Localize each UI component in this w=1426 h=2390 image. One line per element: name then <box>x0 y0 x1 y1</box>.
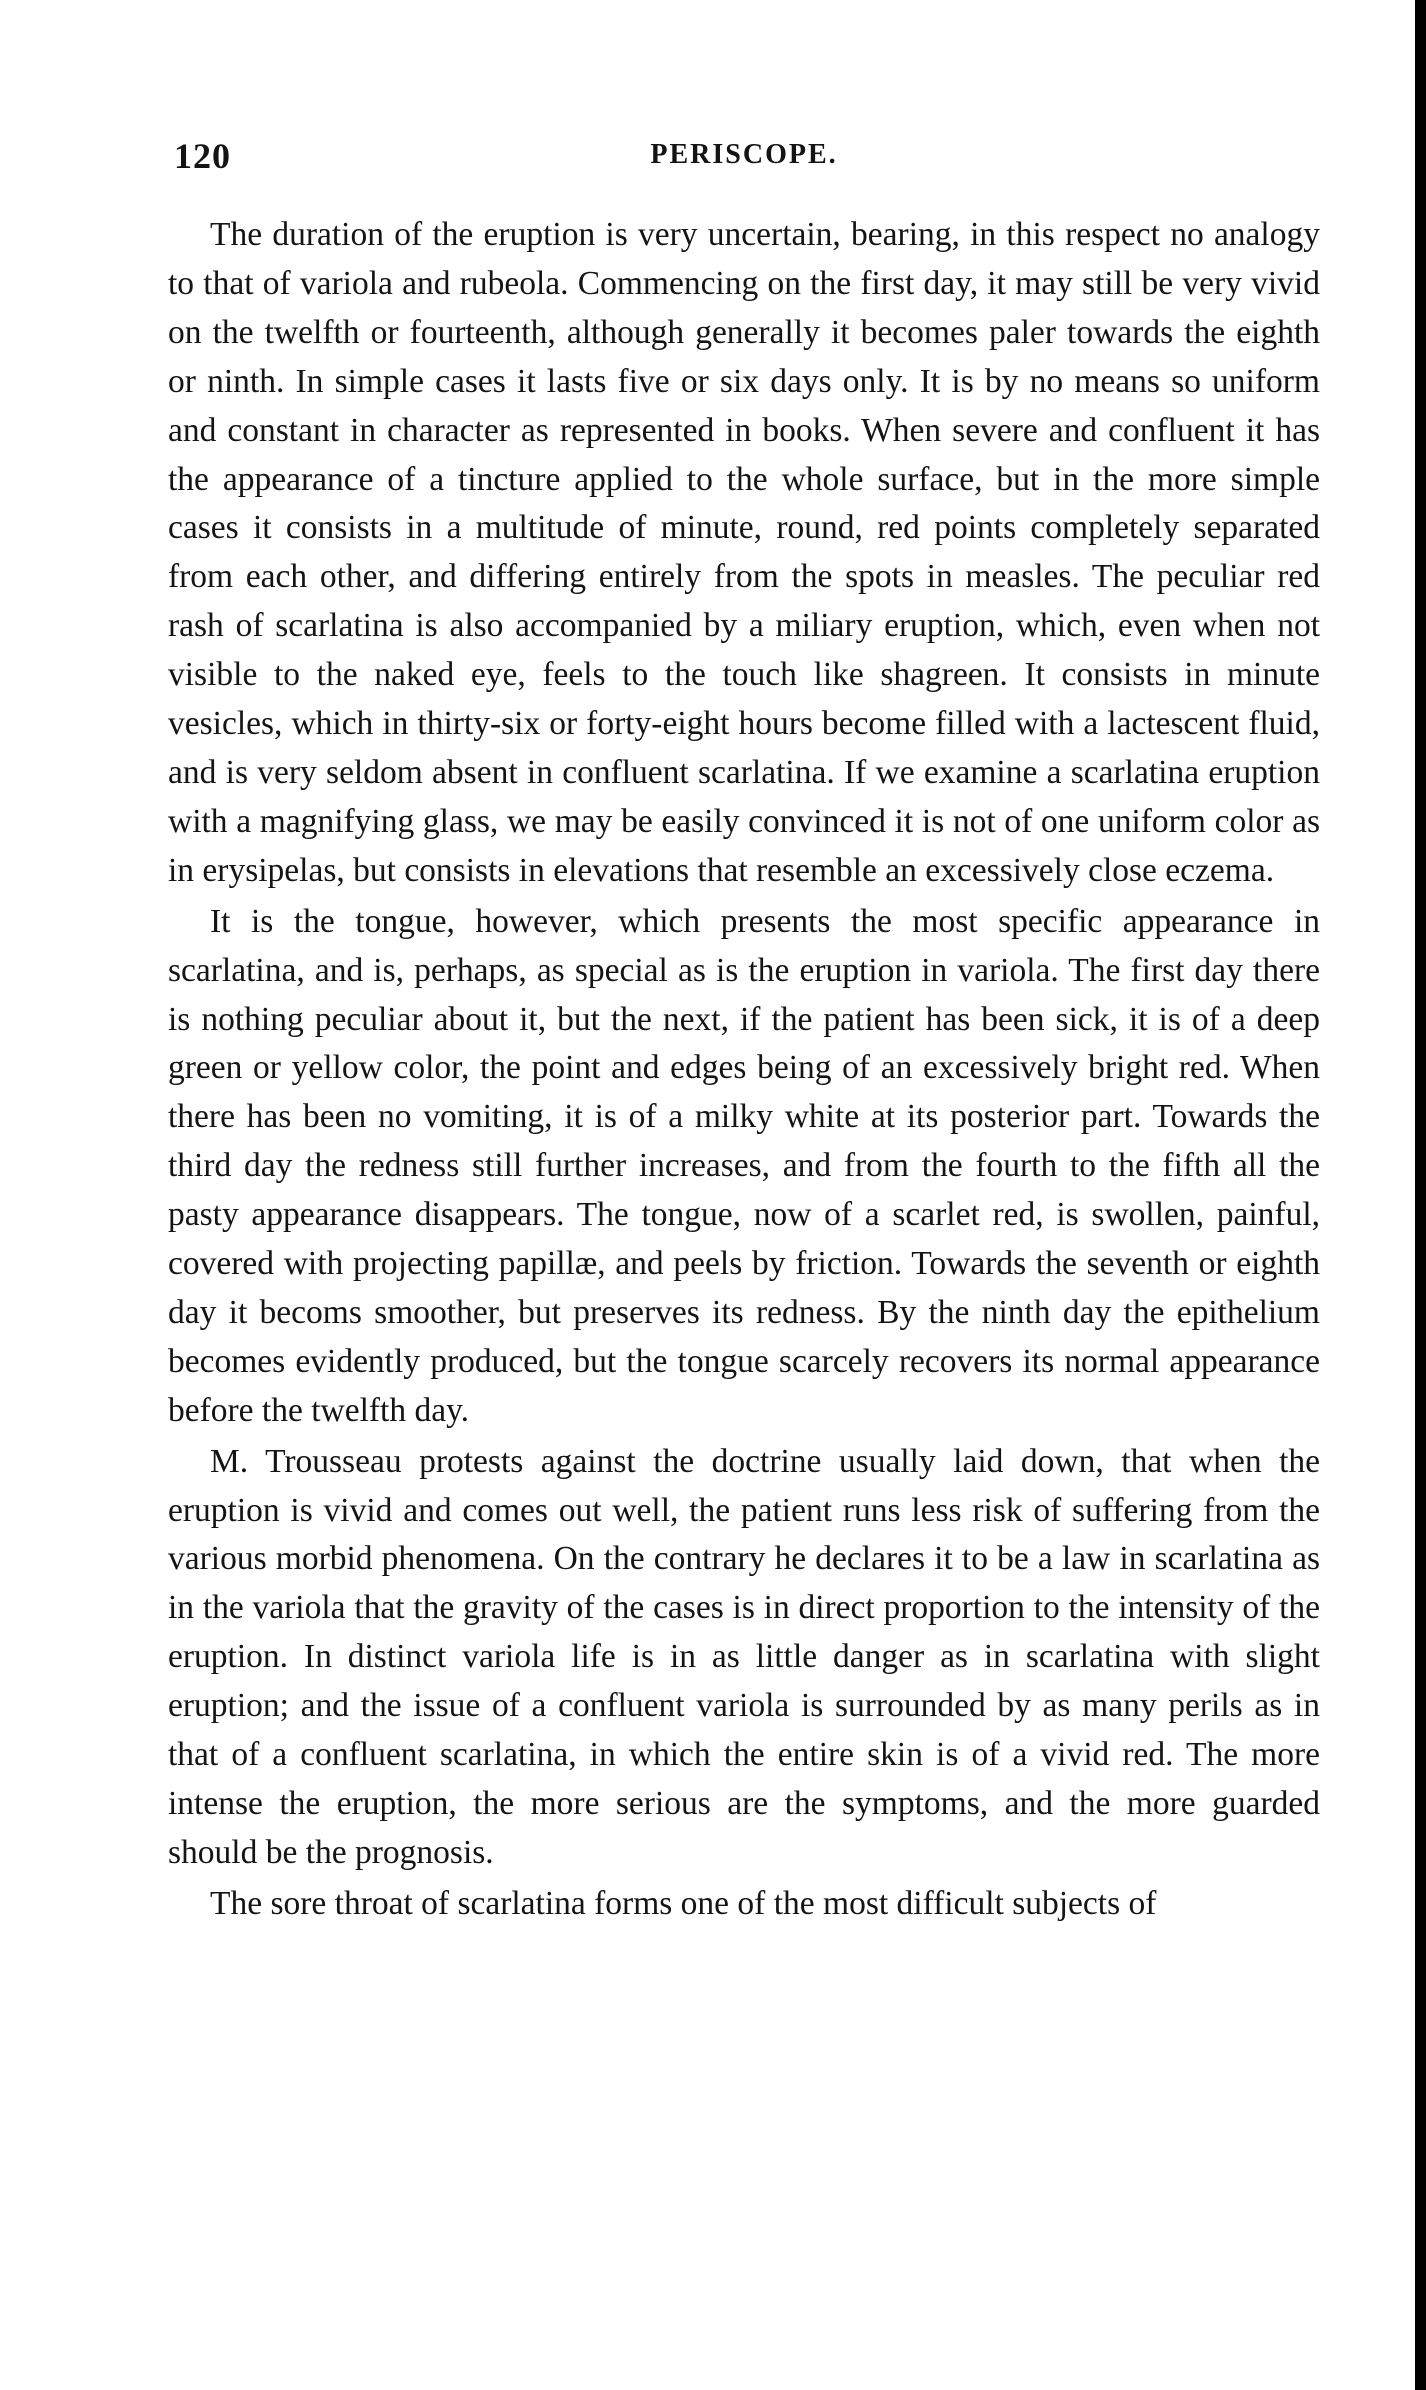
page-number: 120 <box>174 136 231 176</box>
paragraph-eruption-duration: The duration of the eruption is very uncertain, bearing, in this respect no analogy to that of variola and rubeola. Commencing on the first day, it may still be very vivid on the twelfth or fourteenth, although generally it becomes paler towards the eighth or ninth. In simple cases it lasts five or six days only. It is by no means so uniform and constant in character as represented in books. When severe and confluent it has the appearance of a tincture applied to the whole surface, but in the more simple cases it consists in a multitude of minute, round, red points completely separated from each other, and differing entirely from the spots in measles. The peculiar red rash of scarlatina is also accompanied by a miliary eruption, which, even when not visible to the naked eye, feels to the touch like shagreen. It consists in minute vesicles, which in thirty-six or forty-eight hours become filled with a lactescent fluid, and is very seldom absent in confluent scarlatina. If we examine a scarlatina eruption with a magnifying glass, we may be easily convinced it is not of one uniform color as in erysipelas, but consists in elevations that resemble an excessively close eczema. <box>168 216 1320 889</box>
running-head <box>168 135 1320 183</box>
running-title: PERISCOPE. <box>650 139 838 170</box>
body-text <box>168 211 1320 1929</box>
paragraph-trousseau: M. Trousseau protests against the doctrine usually laid down, that when the eruption is vivid and comes out well, the patient runs less risk of suffering from the various morbid phenomena. On the contrary he declares it to be a law in scarlatina as in the variola that the gravity of the cases is in direct proportion to the intensity of the eruption. In distinct variola life is in as little danger as in scarlatina with slight eruption; and the issue of a confluent variola is surrounded by as many perils as in that of a confluent scarlatina, in which the entire skin is of a vivid red. The more intense the eruption, the more serious are the symptoms, and the more guarded should be the prognosis. <box>168 1442 1320 1871</box>
paragraph-tongue: It is the tongue, however, which presents the most specific appearance in scarlatina, and is, perhaps, as special as is the eruption in variola. The first day there is nothing peculiar about it, but the next, if the patient has been sick, it is of a deep green or yellow color, the point and edges being of an excessively bright red. When there has been no vomiting, it is of a milky white at its posterior part. Towards the third day the redness still further increases, and from the fourth to the fifth all the pasty appearance disappears. The tongue, now of a scarlet red, is swollen, painful, covered with projecting papillæ, and peels by friction. Towards the seventh or eighth day it becoms smoother, but preserves its redness. By the ninth day the epithelium becomes evidently produced, but the tongue scarcely recovers its normal appearance before the twelfth day. <box>168 902 1320 1429</box>
book-page <box>168 135 1320 1929</box>
scan-edge <box>1415 0 1426 2390</box>
paragraph-sore-throat: The sore throat of scarlatina forms one of the most difficult subjects of <box>210 1884 1157 1922</box>
